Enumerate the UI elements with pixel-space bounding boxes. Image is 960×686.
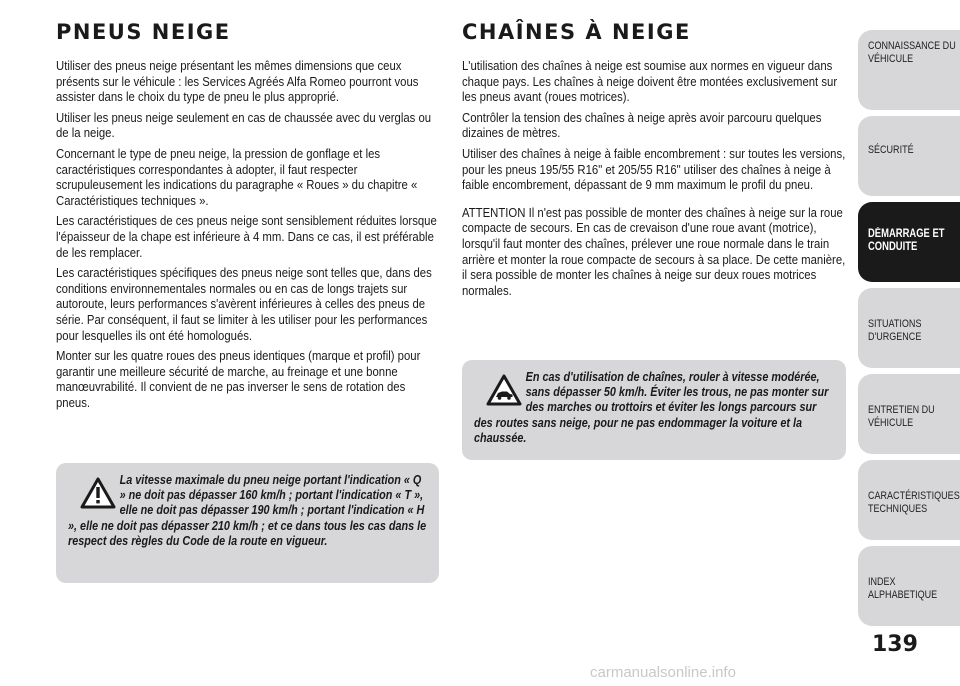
paragraph: L'utilisation des chaînes à neige est soumise aux normes en vigueur dans chaque pays. Les chaînes à neige doivent être montées exclusivement sur les pneus avant (roues motrices). bbox=[462, 58, 838, 105]
speed-warning-text: La vitesse maximale du pneu neige portant l'indication « Q » ne doit pas dépasser 160 km/h ; portant l'indication « T », elle ne doit pas dépasser 190 km/h ; portant l'indication « H », elle ne doit pas dépasser 210 km/h ; et ce dans tous les cas dans le respect des règles du Code de la route en vigueur. bbox=[68, 473, 427, 548]
chains-warning-box bbox=[462, 360, 846, 460]
paragraph: Les caractéristiques spécifiques des pneus neige sont telles que, dans des conditions environnementales normales ou en cas de longs trajets sur autoroute, leurs performances s'avèrent inférieures à celles des pneus de série. Par conséquent, il faut se limiter à les utiliser pour les performances pour lesquelles ils ont été homologués. bbox=[56, 265, 432, 343]
paragraph: ATTENTION Il n'est pas possible de monter des chaînes à neige sur la roue compacte de secours. En cas de crevaison d'une roue avant (motrice), lorsqu'il faut monter des chaînes, prélever une roue normale dans le train arrière et monter la roue compacte de secours à sa place. De cette manière, il sera possible de monter les chaînes à neige sur deux roues motrices normales. bbox=[462, 204, 846, 298]
paragraph: Contrôler la tension des chaînes à neige après avoir parcouru quelques dizaines de mètres. bbox=[462, 109, 822, 141]
tab-demarrage-et-conduite[interactable] bbox=[858, 202, 960, 282]
chains-warning-text: En cas d'utilisation de chaînes, rouler à vitesse modérée, sans dépasser 50 km/h. Éviter les trous, ne pas monter sur des marches ou trottoirs et éviter les longs parcours sur des routes sans neige, pour ne pas endommager la voiture et la chaussée. bbox=[474, 370, 829, 445]
tab-caracteristiques-techniques[interactable] bbox=[858, 460, 960, 540]
snow-tyres-title: PNEUS NEIGE bbox=[56, 20, 231, 44]
watermark-text: carmanualsonline.info bbox=[590, 664, 736, 681]
tab-label: CONNAISSANCE DU VÉHICULE bbox=[868, 40, 956, 65]
paragraph: Utiliser les pneus neige seulement en cas de chaussée avec du verglas ou de la neige. bbox=[56, 109, 432, 141]
speed-warning-box bbox=[56, 463, 439, 583]
tab-index-alphabetique[interactable] bbox=[858, 546, 960, 626]
snow-chains-section bbox=[462, 18, 847, 303]
tab-label: SÉCURITÉ bbox=[868, 144, 914, 156]
paragraph: Concernant le type de pneu neige, la pression de gonflage et les caractéristiques correspondantes à adopter, il faut respecter scrupuleusement les indications du paragraphe « Roues » du chapitre « Caractéristiques techniques ». bbox=[56, 145, 418, 208]
tab-label: ENTRETIEN DU VÉHICULE bbox=[868, 404, 935, 429]
paragraph: Monter sur les quatre roues des pneus identiques (marque et profil) pour garantir une meilleure sécurité de marche, au freinage et une bonne manœuvrabilité. Il convient de ne pas inverser le sens de rotation des pneus. bbox=[56, 348, 421, 410]
paragraph: Les caractéristiques de ces pneus neige sont sensiblement réduites lorsque l'épaisseur de la chape est inférieure à 4 mm. Dans ce cas, il est préférable de les remplacer. bbox=[56, 213, 437, 260]
tab-securite[interactable] bbox=[858, 116, 960, 196]
snow-chains-title: CHAÎNES À NEIGE bbox=[462, 20, 691, 44]
tab-label: CARACTÉRISTIQUES TECHNIQUES bbox=[868, 490, 960, 515]
tab-label: SITUATIONS D'URGENCE bbox=[868, 318, 922, 343]
paragraph: Utiliser des pneus neige présentant les mêmes dimensions que ceux présents sur le véhicule : les Services Agréés Alfa Romeo pourront vous assister dans le choix du type de pneu le plus approprié. bbox=[56, 58, 419, 105]
snow-tyres-section bbox=[56, 18, 441, 415]
tab-label: INDEX ALPHABETIQUE bbox=[868, 576, 938, 601]
tab-label: DÉMARRAGE ET CONDUITE bbox=[868, 228, 945, 253]
tab-connaissance-du-vehicule[interactable] bbox=[858, 30, 960, 110]
tab-situations-d-urgence[interactable] bbox=[858, 288, 960, 368]
paragraph: Utiliser des chaînes à neige à faible encombrement : sur toutes les versions, pour les pneus 195/55 R16" et 205/55 R16" utiliser des chaînes à neige à faible encombrement, dépassant de 9 mm maximum le profil du pneu. bbox=[462, 145, 846, 193]
page-number: 139 bbox=[872, 632, 918, 657]
tab-entretien-du-vehicule[interactable] bbox=[858, 374, 960, 454]
